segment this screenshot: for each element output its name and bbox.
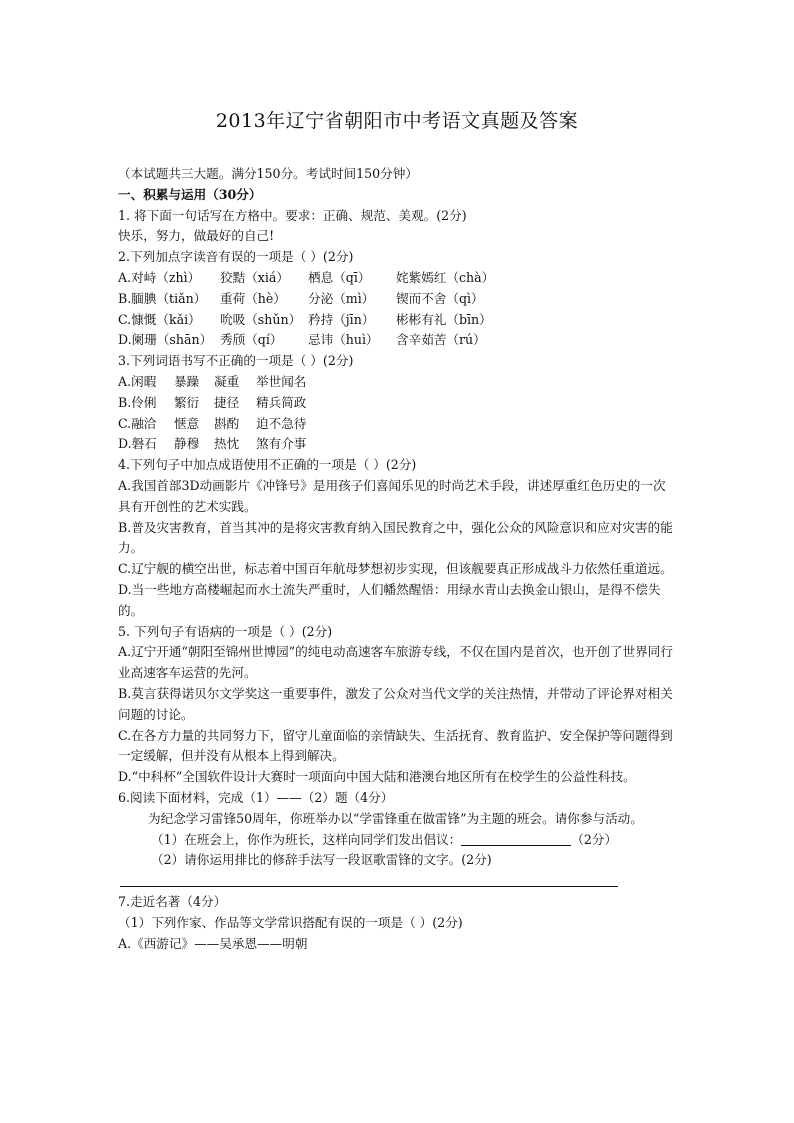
question-2-option-b (118, 289, 678, 310)
option-cell: 含辛茹苦（rú） (396, 332, 486, 348)
option-cell: 凝重 (214, 373, 240, 389)
question-4-stem: 4.下列句子中加点成语使用不正确的一项是（ ）(2分) (118, 457, 417, 473)
question-3-option-b (118, 393, 678, 414)
question-4-option-b: B.普及灾害教育，首当其冲的是将灾害教育纳入国民教育之中，强化公众的风险意识和应对灾害的能力。 (118, 519, 673, 556)
option-cell: C.融洽 (118, 415, 157, 431)
option-cell: 栖息（qī） (308, 269, 371, 285)
page-title: 2013年辽宁省朝阳市中考语文真题及答案 (215, 110, 579, 132)
question-2-stem: 2.下列加点字读音有误的一项是（ ）(2分) (118, 249, 354, 265)
question-1-text: 快乐，努力，做最好的自己! (118, 228, 275, 244)
question-5-option-c: C.在各方力量的共同努力下，留守儿童面临的亲情缺失、生活抚育、教育监护、安全保护等问题得到一定缓解，但并没有从根本上得到解决。 (118, 727, 673, 764)
option-cell: 捷径 (214, 394, 240, 410)
option-cell: 分泌（mì） (308, 290, 375, 306)
sub-question-score: （2分） (571, 831, 618, 847)
option-cell: 繁衍 (174, 394, 200, 410)
question-7-sub-1: （1）下列作家、作品等文学常识搭配有误的一项是（ ）(2分) (118, 914, 463, 930)
option-cell: B.腼腆（tiǎn） (118, 290, 207, 306)
question-4-option-c: C.辽宁舰的横空出世，标志着中国百年航母梦想初步实现，但该舰要真正形成战斗力依然任重道远。 (118, 561, 673, 577)
option-cell: 煞有介事 (256, 436, 307, 452)
option-cell: 迫不急待 (256, 415, 307, 431)
option-cell: A.闲暇 (118, 373, 157, 389)
option-cell: 精兵简政 (256, 394, 307, 410)
question-7-option-a: A.《西游记》——吴承恩——明朝 (118, 935, 308, 951)
option-cell: 秀颀（qí） (220, 332, 283, 348)
option-cell: 斟酌 (214, 415, 240, 431)
question-4-option-a: A.我国首部3D动画影片《冲锋号》是用孩子们喜闻乐见的时尚艺术手段，讲述厚重红色历史的一次具有开创性的艺术实践。 (118, 477, 666, 514)
option-cell: 彬彬有礼（bīn） (396, 311, 492, 327)
answer-line (120, 886, 618, 887)
question-6-sub-1 (118, 830, 678, 851)
question-5-option-b: B.莫言获得诺贝尔文学奖这一重要事件，激发了公众对当代文学的关注热情，并带动了评论界对相关问题的讨论。 (118, 685, 673, 722)
question-2-option-a (118, 268, 678, 289)
option-cell: D.磐石 (118, 436, 157, 452)
question-3-option-a (118, 372, 678, 393)
option-cell: 举世闻名 (256, 373, 307, 389)
question-6-stem: 6.阅读下面材料，完成（1）——（2）题（4分） (118, 789, 394, 805)
question-6-sub-2: （2）请你运用排比的修辞手法写一段讴歌雷锋的文字。(2分) (151, 852, 492, 868)
option-cell: 吮吸（shǔn） (220, 311, 302, 327)
answer-blank[interactable] (461, 832, 571, 846)
question-5-option-d: D.“中科杯”全国软件设计大赛时一项面向中国大陆和港澳台地区所有在校学生的公益性科技。 (118, 769, 636, 785)
question-5-stem: 5. 下列句子有语病的一项是（ ）(2分) (118, 623, 333, 639)
section-heading: 一、积累与运用（30分） (118, 186, 262, 202)
option-cell: 锲而不舍（qì） (396, 290, 484, 306)
option-cell: 狡黠（xiá） (220, 269, 290, 285)
question-4-option-d: D.当一些地方高楼崛起而水土流失严重时，人们幡然醒悟：用绿水青山去换金山银山，是得不偿失的。 (118, 581, 661, 618)
question-6-intro: 为纪念学习雷锋50周年，你班举办以“学雷锋重在做雷锋”为主题的班会。请你参与活动。 (148, 810, 643, 826)
option-cell: A.对峙（zhì） (118, 269, 201, 285)
sub-question-text: （1）在班会上，你作为班长，这样向同学们发出倡议： (151, 831, 462, 847)
option-cell: D.阑珊（shān） (118, 332, 213, 348)
question-5-option-a: A.辽宁开通“朝阳至锦州世博园”的纯电动高速客车旅游专线，不仅在国内是首次，也开创了世界同行业高速客车运营的先河。 (118, 644, 673, 681)
option-cell: B.伶俐 (118, 394, 157, 410)
question-2-option-c (118, 310, 678, 331)
exam-body (118, 164, 678, 954)
option-cell: C.慷慨（kǎi） (118, 311, 201, 327)
option-cell: 静穆 (174, 436, 200, 452)
option-cell: 暴躁 (174, 373, 200, 389)
exam-note: （本试题共三大题。满分150分。考试时间150分钟） (118, 166, 418, 181)
question-7-stem: 7.走近名著（4分） (118, 894, 227, 910)
question-2-option-d (118, 330, 678, 351)
option-cell: 重荷（hè） (220, 290, 286, 306)
option-cell: 矜持（jīn） (308, 311, 375, 327)
option-cell: 姹紫嫣红（chà） (396, 269, 495, 285)
option-cell: 忌讳（huì） (308, 332, 379, 348)
question-1-stem: 1. 将下面一句话写在方格中。要求：正确、规范、美观。(2分) (118, 207, 467, 223)
question-3-option-d (118, 434, 678, 455)
question-3-option-c (118, 414, 678, 435)
question-3-stem: 3.下列词语书写不正确的一项是（ ）(2分) (118, 353, 354, 369)
option-cell: 热忱 (214, 436, 240, 452)
option-cell: 惬意 (174, 415, 200, 431)
